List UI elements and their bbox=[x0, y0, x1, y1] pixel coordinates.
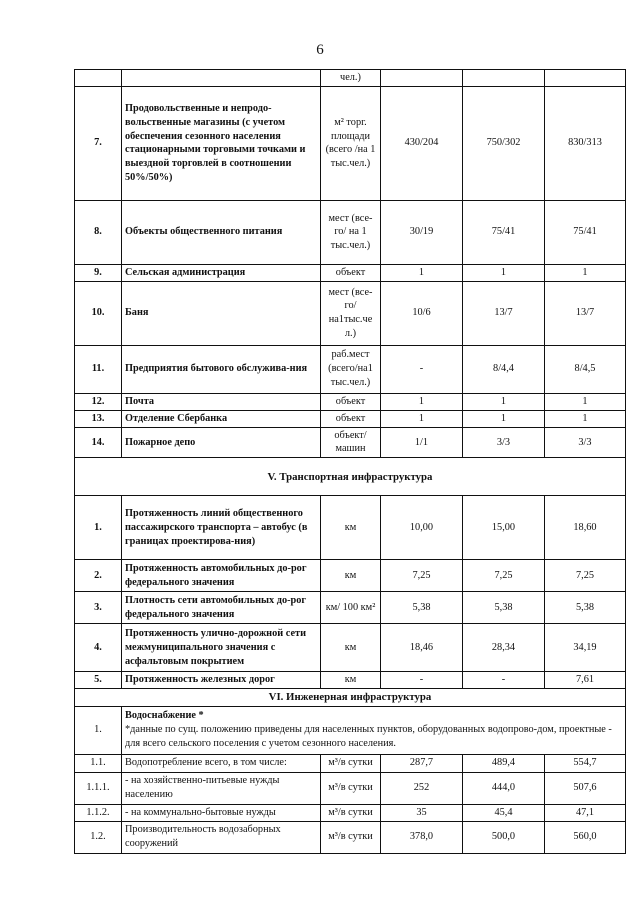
value-estimated: 75/41 bbox=[545, 200, 626, 264]
value-existing: 30/19 bbox=[381, 200, 463, 264]
water-supply-note: *данные по сущ. положению приведены для населенных пунктов, оборудованных водопрово-дом, проектные - для всего сельского поселения с учетом сезонного населения. bbox=[125, 724, 612, 750]
value-existing: 1 bbox=[381, 264, 463, 281]
value-estimated: 47,1 bbox=[545, 804, 626, 821]
table-row bbox=[75, 706, 626, 754]
value-existing: 10/6 bbox=[381, 281, 463, 345]
table-row bbox=[75, 70, 626, 87]
value-estimated: 507,6 bbox=[545, 772, 626, 804]
value-first-stage: - bbox=[463, 672, 545, 689]
unit-cell: км bbox=[321, 560, 381, 592]
value-existing: 430/204 bbox=[381, 86, 463, 200]
indicator-name: Отделение Сбербанка bbox=[122, 410, 321, 427]
value-existing: 378,0 bbox=[381, 821, 463, 853]
value-estimated: 34,19 bbox=[545, 624, 626, 672]
row-number: 2. bbox=[75, 560, 122, 592]
table-row bbox=[75, 496, 626, 560]
page-number: 6 bbox=[316, 42, 324, 58]
value-estimated: 1 bbox=[545, 264, 626, 281]
value-existing: 252 bbox=[381, 772, 463, 804]
value-first-stage: 15,00 bbox=[463, 496, 545, 560]
value-estimated: 1 bbox=[545, 410, 626, 427]
table-row bbox=[75, 821, 626, 853]
table-row bbox=[75, 772, 626, 804]
value-first-stage: 7,25 bbox=[463, 560, 545, 592]
value-existing: - bbox=[381, 345, 463, 393]
row-number: 10. bbox=[75, 281, 122, 345]
value-existing: 287,7 bbox=[381, 754, 463, 772]
indicator-name: Протяженность улично-дорожной сети межмуниципального значения с асфальтовым покрытием bbox=[122, 624, 321, 672]
unit-cell: км bbox=[321, 496, 381, 560]
indicator-name: Плотность сети автомобильных до-рог федерального значения bbox=[122, 592, 321, 624]
indicator-name: - на хозяйственно-питьевые нужды населению bbox=[122, 772, 321, 804]
indicator-name: Водопотребление всего, в том числе: bbox=[122, 754, 321, 772]
unit-cell: м³/в сутки bbox=[321, 754, 381, 772]
table-row bbox=[75, 345, 626, 393]
indicator-name: Протяженность линий общественного пассажирского транспорта – автобус (в границах проектирова-ния) bbox=[122, 496, 321, 560]
value-estimated: 3/3 bbox=[545, 427, 626, 458]
unit-cell: мест (все-го/ на 1 тыс.чел.) bbox=[321, 200, 381, 264]
indicator-name: Пожарное депо bbox=[122, 427, 321, 458]
indicators-table bbox=[74, 69, 626, 854]
value-first-stage: 75/41 bbox=[463, 200, 545, 264]
table-row bbox=[75, 672, 626, 689]
value-estimated: 8/4,5 bbox=[545, 345, 626, 393]
indicator-name: Сельская администрация bbox=[122, 264, 321, 281]
row-number: 4. bbox=[75, 624, 122, 672]
table-row bbox=[75, 281, 626, 345]
unit-cell: м³/в сутки bbox=[321, 772, 381, 804]
row-number: 14. bbox=[75, 427, 122, 458]
table-row bbox=[75, 804, 626, 821]
value-estimated: 7,25 bbox=[545, 560, 626, 592]
value-estimated: 1 bbox=[545, 393, 626, 410]
value-existing: 7,25 bbox=[381, 560, 463, 592]
table-row bbox=[75, 592, 626, 624]
unit-cell: км bbox=[321, 672, 381, 689]
row-number: 5. bbox=[75, 672, 122, 689]
indicator-name: Предприятия бытового обслужива-ния bbox=[122, 345, 321, 393]
table-row bbox=[75, 410, 626, 427]
unit-cell: объект bbox=[321, 264, 381, 281]
row-number: 1. bbox=[75, 496, 122, 560]
value-existing: 1 bbox=[381, 410, 463, 427]
unit-cell: км bbox=[321, 624, 381, 672]
table-row bbox=[75, 560, 626, 592]
row-number: 12. bbox=[75, 393, 122, 410]
value-first-stage: 45,4 bbox=[463, 804, 545, 821]
unit-cell: м³/в сутки bbox=[321, 821, 381, 853]
row-number: 13. bbox=[75, 410, 122, 427]
value-first-stage: 444,0 bbox=[463, 772, 545, 804]
value-first-stage: 1 bbox=[463, 410, 545, 427]
table-row bbox=[75, 86, 626, 200]
section-header-engineering bbox=[75, 689, 626, 707]
value-estimated: 13/7 bbox=[545, 281, 626, 345]
indicator-name: Баня bbox=[122, 281, 321, 345]
value-existing: 35 bbox=[381, 804, 463, 821]
row-number: 1.1. bbox=[75, 754, 122, 772]
section-header-transport bbox=[75, 458, 626, 496]
unit-cell: мест (все-го/ на1тыс.че л.) bbox=[321, 281, 381, 345]
unit-cell: объект bbox=[321, 393, 381, 410]
unit-cell: объект bbox=[321, 410, 381, 427]
row-number: 1. bbox=[75, 706, 122, 754]
section-title: VI. Инженерная инфраструктура bbox=[75, 689, 626, 707]
value-estimated: 560,0 bbox=[545, 821, 626, 853]
row-number: 8. bbox=[75, 200, 122, 264]
value-first-stage: 5,38 bbox=[463, 592, 545, 624]
value-first-stage: 3/3 bbox=[463, 427, 545, 458]
row-number: 1.2. bbox=[75, 821, 122, 853]
value-existing: 10,00 bbox=[381, 496, 463, 560]
value-existing: 1 bbox=[381, 393, 463, 410]
table-row bbox=[75, 427, 626, 458]
value-existing: 1/1 bbox=[381, 427, 463, 458]
value-first-stage: 13/7 bbox=[463, 281, 545, 345]
water-supply-cell bbox=[122, 706, 626, 754]
indicator-name: Протяженность автомобильных до-рог федерального значения bbox=[122, 560, 321, 592]
unit-cell: м² торг. площади (всего /на 1 тыс.чел.) bbox=[321, 86, 381, 200]
value-estimated: 7,61 bbox=[545, 672, 626, 689]
table-row bbox=[75, 393, 626, 410]
table-row bbox=[75, 200, 626, 264]
value-existing: 18,46 bbox=[381, 624, 463, 672]
value-first-stage: 750/302 bbox=[463, 86, 545, 200]
value-estimated: 830/313 bbox=[545, 86, 626, 200]
value-first-stage: 1 bbox=[463, 264, 545, 281]
section-title: V. Транспортная инфраструктура bbox=[75, 458, 626, 496]
indicator-name: Протяженность железных дорог bbox=[122, 672, 321, 689]
value-first-stage: 500,0 bbox=[463, 821, 545, 853]
indicator-name: Объекты общественного питания bbox=[122, 200, 321, 264]
row-number: 3. bbox=[75, 592, 122, 624]
unit-cell: объект/ машин bbox=[321, 427, 381, 458]
value-existing: - bbox=[381, 672, 463, 689]
value-first-stage: 489,4 bbox=[463, 754, 545, 772]
unit-cell: чел.) bbox=[321, 70, 381, 87]
row-number: 9. bbox=[75, 264, 122, 281]
row-number: 1.1.1. bbox=[75, 772, 122, 804]
indicator-name: - на коммунально-бытовые нужды bbox=[122, 804, 321, 821]
value-estimated: 18,60 bbox=[545, 496, 626, 560]
value-first-stage: 28,34 bbox=[463, 624, 545, 672]
water-supply-title: Водоснабжение * bbox=[125, 710, 204, 722]
row-number: 1.1.2. bbox=[75, 804, 122, 821]
unit-cell: м³/в сутки bbox=[321, 804, 381, 821]
value-existing: 5,38 bbox=[381, 592, 463, 624]
value-first-stage: 8/4,4 bbox=[463, 345, 545, 393]
value-estimated: 554,7 bbox=[545, 754, 626, 772]
value-estimated: 5,38 bbox=[545, 592, 626, 624]
indicator-name: Производительность водозаборных сооружений bbox=[122, 821, 321, 853]
row-number: 11. bbox=[75, 345, 122, 393]
table-row bbox=[75, 624, 626, 672]
table-row bbox=[75, 754, 626, 772]
value-first-stage: 1 bbox=[463, 393, 545, 410]
indicator-name: Почта bbox=[122, 393, 321, 410]
row-number: 7. bbox=[75, 86, 122, 200]
table-row bbox=[75, 264, 626, 281]
indicator-name: Продовольственные и непродо-вольственные магазины (с учетом обеспечения сезонного населения стационарными торговыми точками и выездной торговлей в соотношении 50%/50%) bbox=[122, 86, 321, 200]
unit-cell: раб.мест (всего/на1 тыс.чел.) bbox=[321, 345, 381, 393]
unit-cell: км/ 100 км² bbox=[321, 592, 381, 624]
